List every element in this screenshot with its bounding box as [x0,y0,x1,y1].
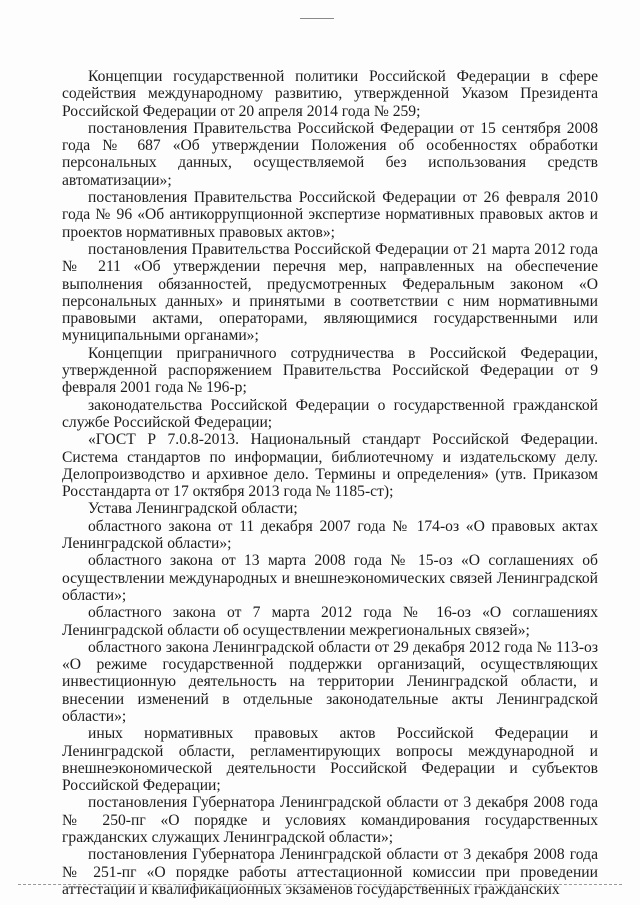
paragraph-11: областного закона от 7 марта 2012 года № 16-оз «О соглашениях Ленинградской области об осуществлении межрегиональных связей»; [62,604,598,639]
scan-bottom-rule [18,884,622,885]
paragraph-3: постановления Правительства Российской Федерации от 26 февраля 2010 года № 96 «Об антикоррупционной экспертизе нормативных правовых актов и проектов нормативных правовых актов»; [62,189,598,241]
document-text [62,68,598,898]
paragraph-4: постановления Правительства Российской Федерации от 21 марта 2012 года № 211 «Об утверждении перечня мер, направленных на обеспечение выполнения обязанностей, предусмотренных Федеральным законом «О персональных данных» и принятыми в соответствии с ним нормативными правовыми актами, операторами, являющимися государственными или муниципальными органами»; [62,240,598,345]
paragraph-8: Устава Ленинградской области; [88,500,298,518]
paragraph-1: Концепции государственной политики Российской Федерации в сфере содействия международному развитию, утвержденной Указом Президента Российской Федерации от 20 апреля 2014 года № 259; [62,68,598,120]
paragraph-6: законодательства Российской Федерации о государственной гражданской службе Российской Федерации; [62,396,598,431]
paragraph-7: «ГОСТ Р 7.0.8-2013. Национальный стандарт Российской Федерации. Система стандартов по информации, библиотечному и издательскому делу. Делопроизводство и архивное дело. Термины и определения» (утв. Приказом Росстандарта от 17 октября 2013 года № 1185-ст); [62,431,598,501]
paragraph-10: областного закона от 13 марта 2008 года № 15-оз «О соглашениях об осуществлении международных и внешнеэкономических связей Ленинградской области»; [62,552,598,604]
paragraph-2: постановления Правительства Российской Федерации от 15 сентября 2008 года № 687 «Об утверждении Положения об особенностях обработки персональных данных, осуществляемой без использования средств автоматизации»; [62,119,598,189]
paragraph-12: областного закона Ленинградской области от 29 декабря 2012 года № 113-оз «О режиме государственной поддержки организаций, осуществляющих инвестиционную деятельность на территории Ленинградской области, и внесении изменений в отдельные законодательные акты Ленинградской области»; [62,638,598,725]
paragraph-15: постановления Губернатора Ленинградской области от 3 декабря 2008 года № 251-пг «О порядке работы аттестационной комиссии при проведении аттестации и квалификационных экзаменов государственных гражданских [62,846,598,898]
paragraph-14: постановления Губернатора Ленинградской области от 3 декабря 2008 года № 250-пг «О порядке и условиях командирования государственных гражданских служащих Ленинградской области»; [62,794,598,847]
paragraph-9: областного закона от 11 декабря 2007 года № 174-оз «О правовых актах Ленинградской области»; [62,517,598,553]
paragraph-5: Концепции приграничного сотрудничества в Российской Федерации, утвержденной распоряжением Правительства Российской Федерации от 9 февраля 2001 года № 196-р; [62,344,598,397]
scan-top-mark [300,18,334,19]
paragraph-13: иных нормативных правовых актов Российской Федерации и Ленинградской области, регламентирующих вопросы международной и внешнеэкономической деятельности Российской Федерации и субъектов Российской Федерации; [62,725,598,795]
